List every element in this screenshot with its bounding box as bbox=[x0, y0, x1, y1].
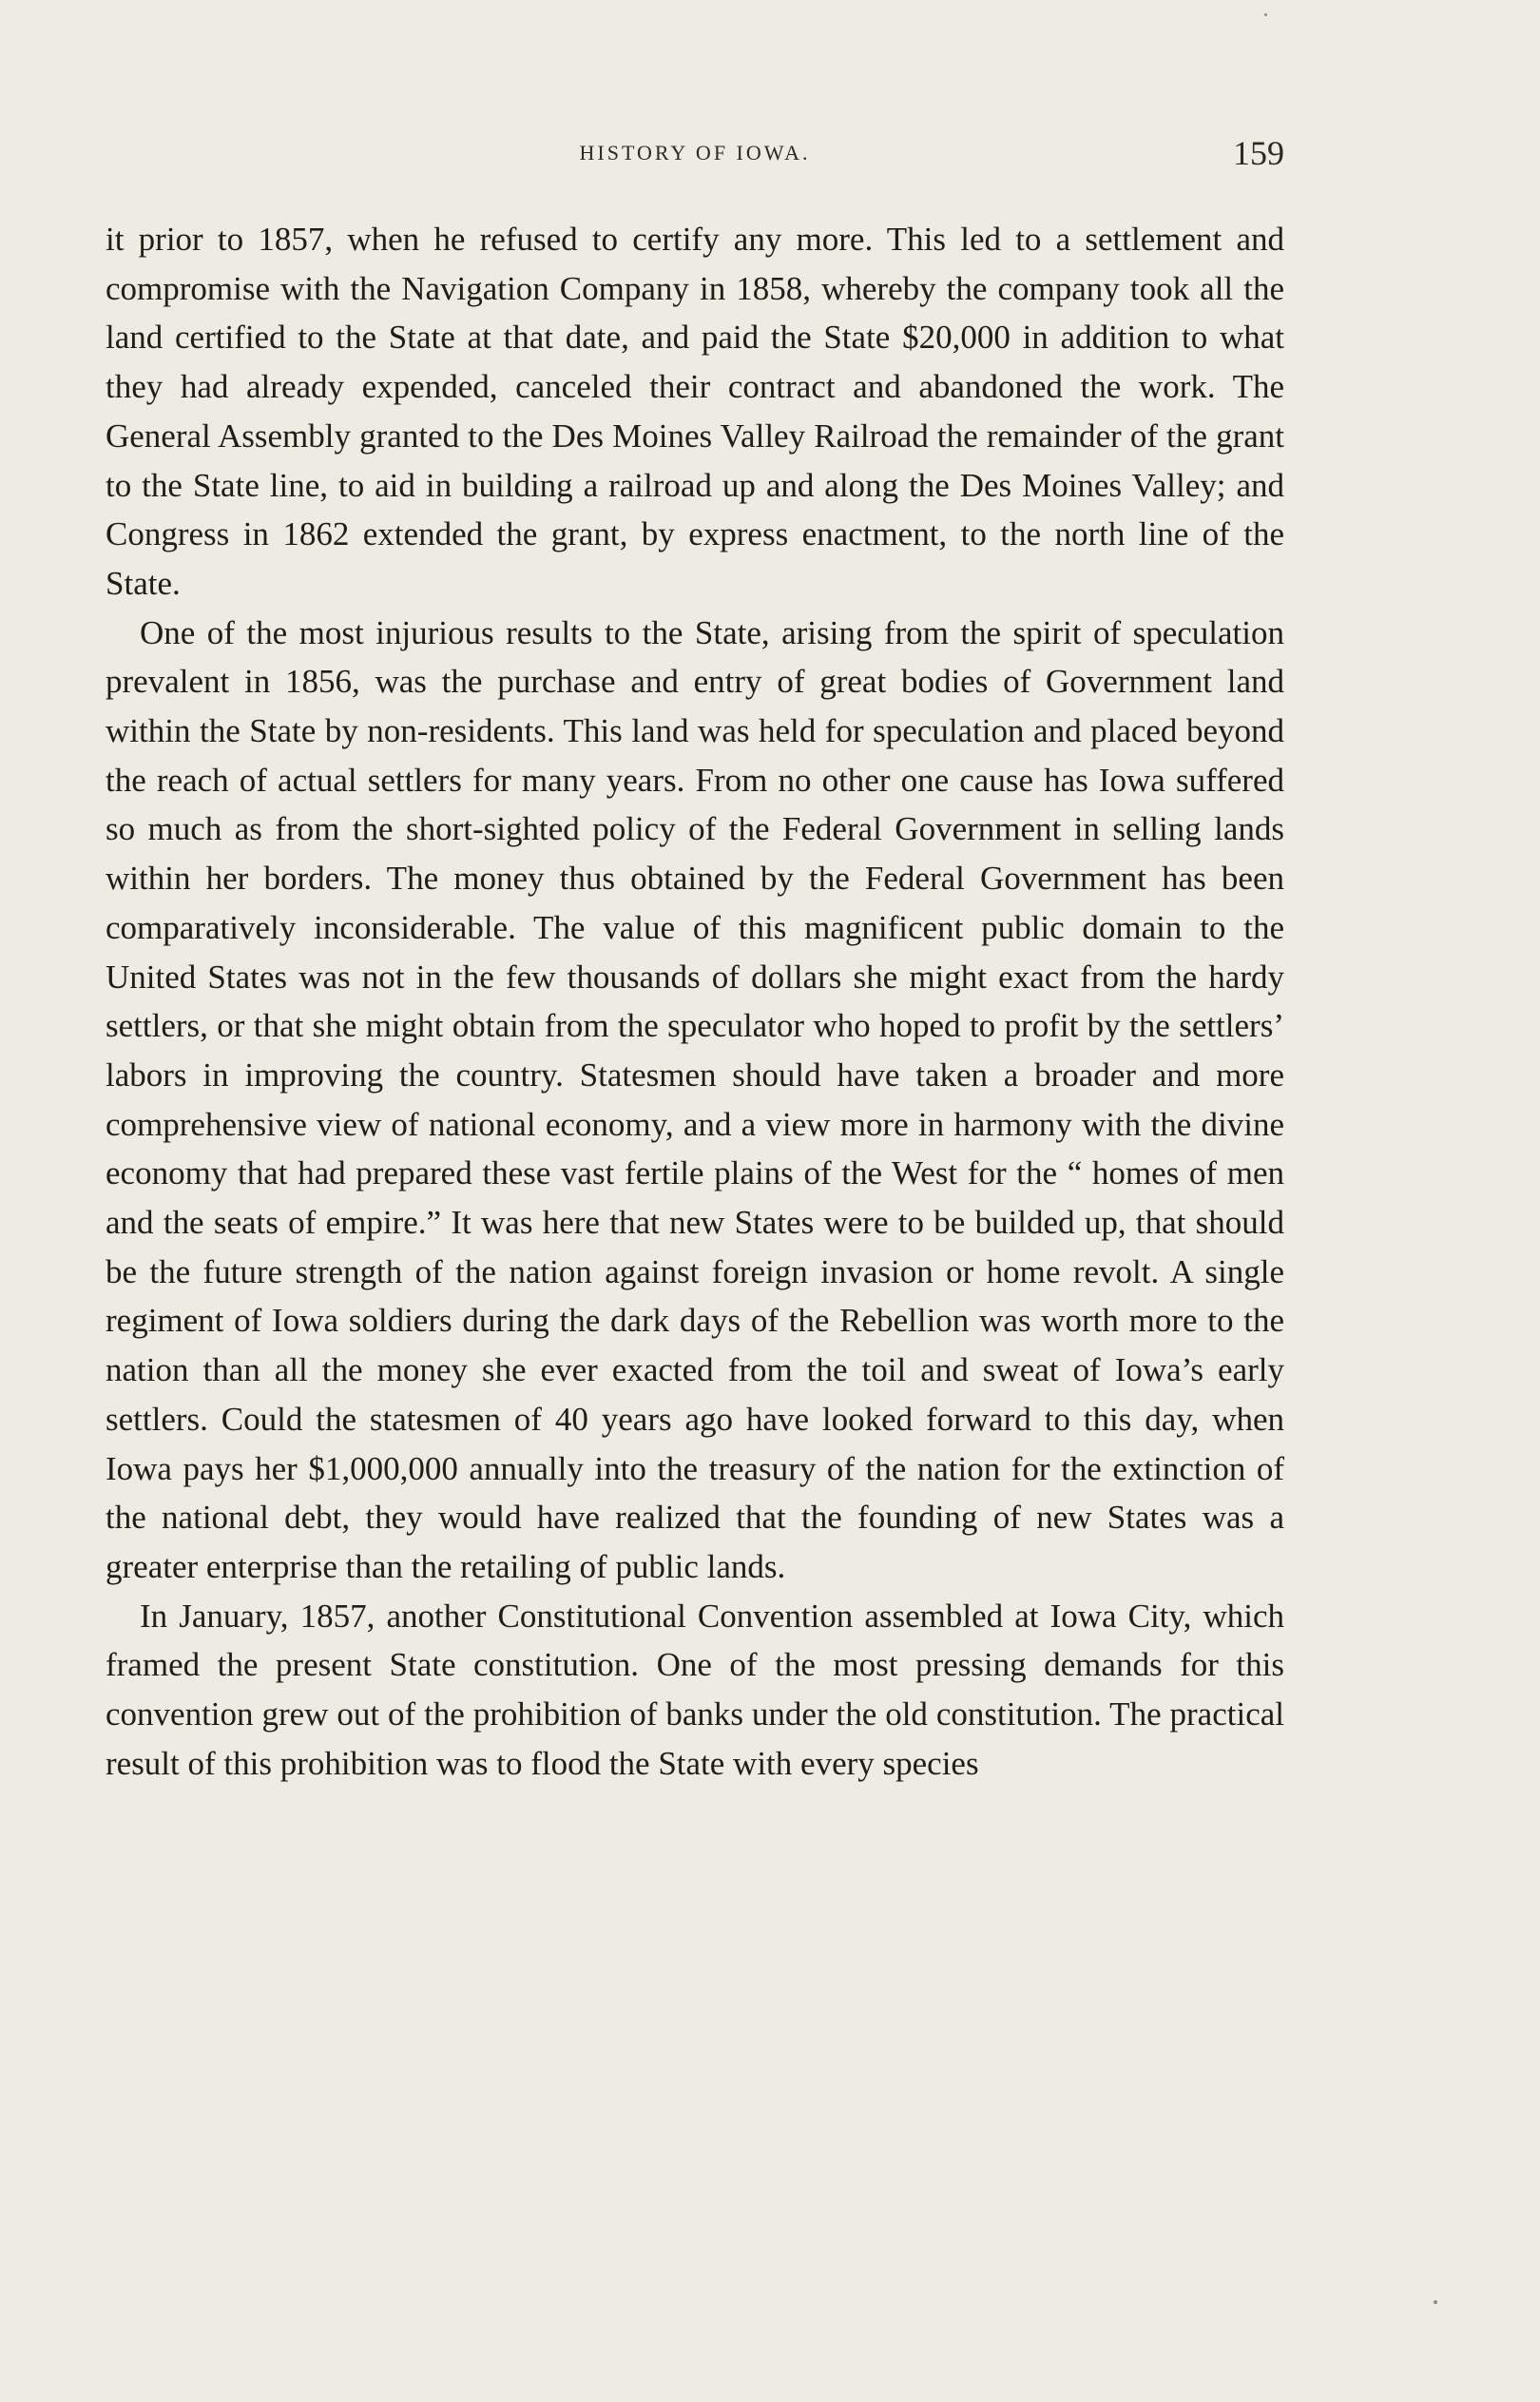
body-text bbox=[106, 215, 1284, 1789]
paragraph-land-speculation: One of the most injurious results to the State, arising from the spirit of speculation prevalent in 1856, was the purchase and entry of great bodies of Government land within the State by non-residents. This land was held for speculation and placed beyond the reach of actual settlers for many years. From no other one cause has Iowa suffered so much as from the short-sighted policy of the Federal Government in selling lands within her borders. The money thus obtained by the Federal Government has been comparatively inconsiderable. The value of this magnificent public domain to the United States was not in the few thousands of dollars she might exact from the hardy settlers, or that she might obtain from the speculator who hoped to profit by the settlers’ labors in improving the country. Statesmen should have taken a broader and more comprehensive view of national economy, and a view more in harmony with the divine economy that had prepared these vast fertile plains of the West for the “ homes of men and the seats of empire.” It was here that new States were to be builded up, that should be the future strength of the nation against foreign invasion or home revolt. A single regiment of Iowa soldiers during the dark days of the Rebellion was worth more to the nation than all the money she ever exacted from the toil and sweat of Iowa’s early settlers. Could the statesmen of 40 years ago have looked forward to this day, when Iowa pays her $1,000,000 annually into the treasury of the nation for the extinction of the national debt, they would have realized that the founding of new States was a greater enterprise than the retailing of public lands. bbox=[106, 613, 1284, 1585]
paragraph-constitutional-convention: In January, 1857, another Constitutional Convention assembled at Iowa City, which framed the present State constitution. One of the most pressing demands for this convention grew out of the prohibition of banks under the old constitution. The practical result of this prohibition was to flood the State with every species bbox=[106, 1597, 1284, 1782]
page-header bbox=[106, 133, 1284, 181]
running-head: HISTORY OF IOWA. bbox=[579, 141, 811, 165]
paragraph-continued: it prior to 1857, when he refused to certify any more. This led to a settlement and compromise with the Navigation Company in 1858, whereby the company took all the land certified to the State at that date, and paid the State $20,000 in addition to what they had already expended, canceled their contract and abandoned the work. The General Assembly granted to the Des Moines Valley Railroad the remainder of the grant to the State line, to aid in building a railroad up and along the Des Moines Valley; and Congress in 1862 extended the grant, by express enactment, to the north line of the State. bbox=[106, 221, 1284, 602]
paper-speck bbox=[1434, 2300, 1437, 2304]
page-number: 159 bbox=[1233, 134, 1284, 172]
paper-speck bbox=[1264, 13, 1267, 16]
